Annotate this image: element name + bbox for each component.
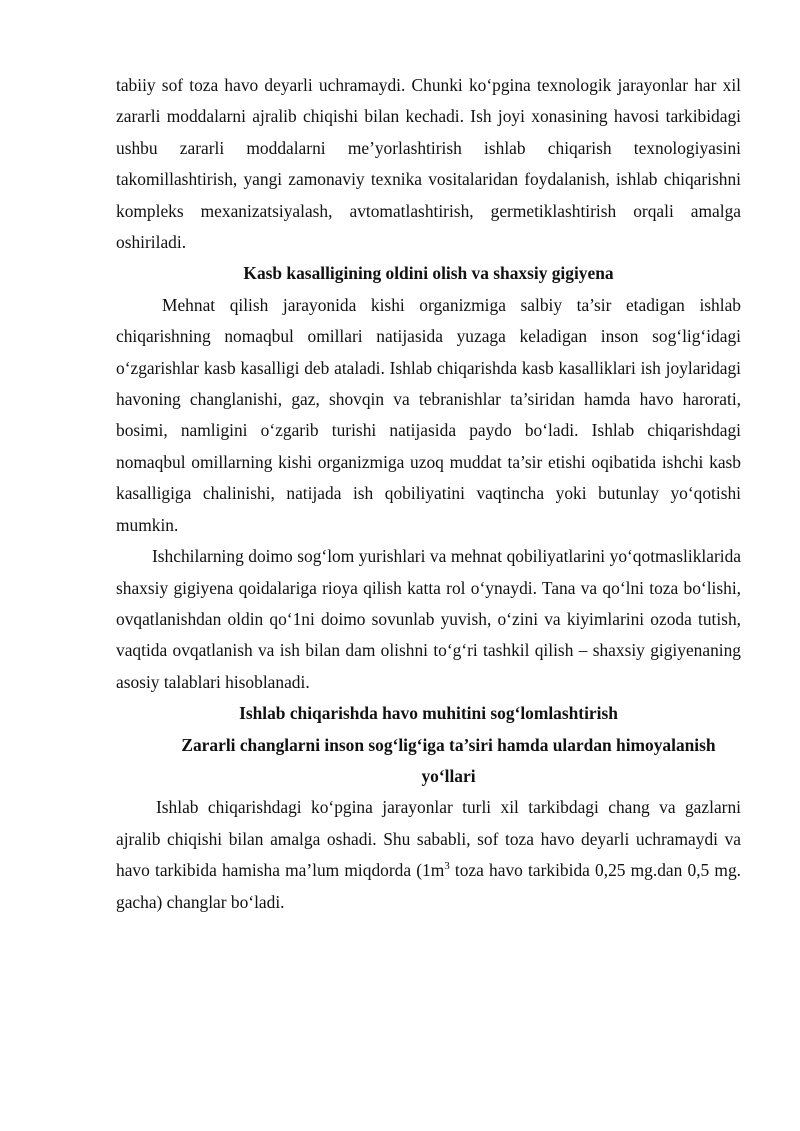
heading-harmful-dust: Zararli changlarni inson sog‘lig‘iga ta’siri hamda ulardan himoyalanish yo‘llari <box>181 734 716 786</box>
heading-air-environment: Ishlab chiqarishda havo muhitini sog‘lomlashtirish <box>239 703 618 724</box>
document-page <box>116 70 741 918</box>
superscript-cubic: 3 <box>444 860 450 873</box>
paragraph-intro: tabiiy sof toza havo deyarli uchramaydi. Chunki ko‘pgina texnologik jarayonlar har xil zararli moddalarni ajralib chiqishi bilan kechadi. Ish joyi xonasining havosi tarkibidagi ushbu zararli moddalarni me’yorlashtirish ishlab chiqarish texnologiyasini takomillashtirish, yangi zamonaviy texnika vositalaridan foydalanish, ishlab chiqarishni kompleks mexanizatsiyalash, avtomatlashtirish, germetiklashtirish orqali amalga oshiriladi. <box>116 75 741 253</box>
paragraph-occupational-disease: Mehnat qilish jarayonida kishi organizmiga salbiy ta’sir etadigan ishlab chiqarishning nomaqbul omillari natijasida yuzaga keladigan inson sog‘lig‘idagi o‘zgarishlar kasb kasalligi deb ataladi. Ishlab chiqarishda kasb kasalliklari ish joylaridagi havoning changlanishi, gaz, shovqin va tebranishlar ta’siridan hamda havo harorati, bosimi, namligini o‘zgarib turishi natijasida paydo bo‘ladi. Ishlab chiqarishdagi nomaqbul omillarning kishi organizmiga uzoq muddat ta’sir etishi oqibatida ishchi kasb kasalligiga chalinishi, natijada ish qobiliyatini vaqtincha yoki butunlay yo‘qotishi mumkin. <box>116 294 741 535</box>
dust-text-part-1: Ishlab chiqarishdagi ko‘pgina jarayonlar turli xil tarkibdagi chang va gazlarni ajralib chiqishi bilan amalga oshadi. Shu sababli, sof toza havo deyarli uchramaydi va havo tarkibida hamisha ma’lum miqdorda (1m <box>116 797 741 881</box>
paragraph-personal-hygiene: Ishchilarning doimo sog‘lom yurishlari va mehnat qobiliyatlarini yo‘qotmasliklarida shaxsiy gigiyena qoidalariga rioya qilish katta rol o‘ynaydi. Tana va qo‘lni toza bo‘lishi, ovqatlanishdan oldin qo‘1ni doimo sovunlab yuvish, o‘zini va kiyimlarini ozoda tutish, vaqtida ovqatlanish va ish bilan dam olishni to‘g‘ri tashkil qilish – shaxsiy gigiyenaning asosiy talablari hisoblanadi. <box>116 546 741 692</box>
heading-occupational-disease: Kasb kasalligining oldini olish va shaxsiy gigiyena <box>243 263 614 284</box>
paragraph-dust-content <box>116 792 741 918</box>
dust-text-part-2: toza havo tarkibida 0,25 mg.dan 0,5 mg. gacha) changlar bo‘ladi. <box>116 860 742 912</box>
